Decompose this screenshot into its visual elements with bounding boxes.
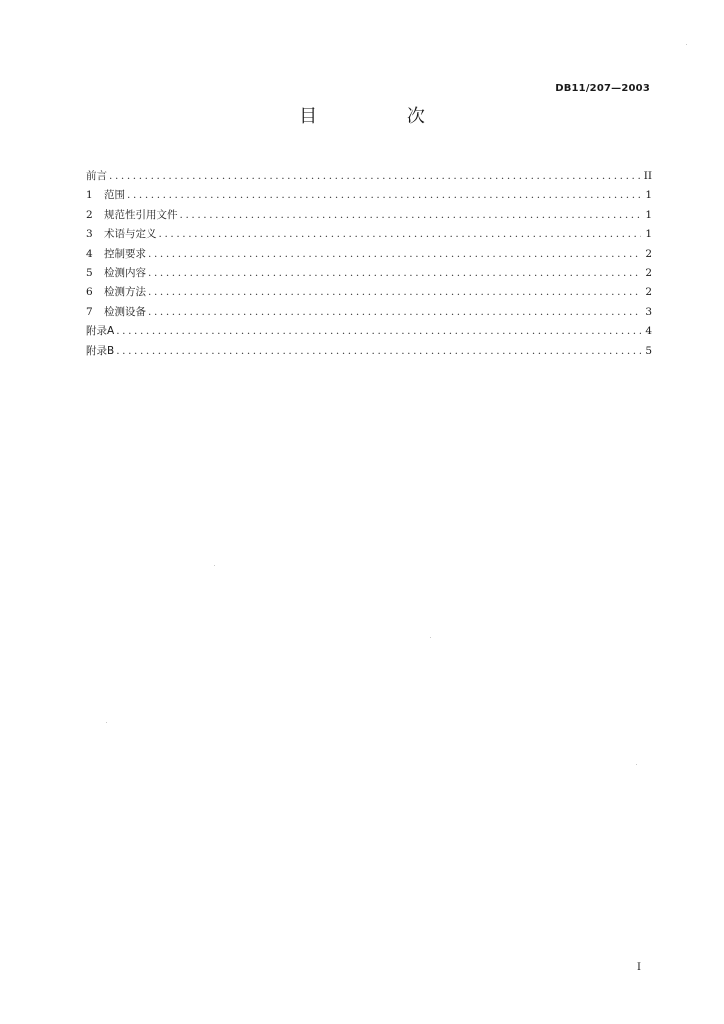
page-title: 目 次 bbox=[299, 106, 467, 127]
toc-entry-5[interactable] bbox=[86, 264, 652, 283]
toc-entry-label: 术语与定义 bbox=[104, 228, 157, 241]
toc-entry-page: 1 bbox=[645, 208, 652, 221]
scan-speck bbox=[106, 722, 107, 723]
dot-leader bbox=[148, 245, 641, 264]
toc-entry-label: 附录B bbox=[86, 344, 115, 357]
toc-entry-label: 检测方法 bbox=[104, 286, 146, 299]
toc-entry-page: 2 bbox=[645, 247, 652, 260]
toc-entry-label: 规范性引用文件 bbox=[104, 208, 178, 221]
toc-entry-2[interactable] bbox=[86, 206, 652, 225]
dot-leader bbox=[148, 303, 641, 322]
dot-leader bbox=[127, 186, 641, 205]
toc-entry-7[interactable] bbox=[86, 303, 652, 322]
scan-speck bbox=[636, 764, 637, 765]
toc-entry-number: 1 bbox=[86, 189, 93, 202]
dot-leader bbox=[109, 167, 641, 186]
dot-leader bbox=[148, 264, 641, 283]
toc-entry-foreword[interactable] bbox=[86, 167, 652, 186]
dot-leader bbox=[116, 322, 641, 341]
toc-entry-number: 5 bbox=[86, 266, 93, 279]
toc-entry-1[interactable] bbox=[86, 186, 652, 205]
toc-entry-6[interactable] bbox=[86, 283, 652, 302]
dot-leader bbox=[180, 206, 642, 225]
toc-entry-3[interactable] bbox=[86, 225, 652, 244]
toc-entry-page: 5 bbox=[645, 344, 652, 357]
standard-code: DB11/207—2003 bbox=[555, 83, 650, 94]
dot-leader bbox=[159, 225, 642, 244]
page-number: I bbox=[637, 962, 641, 973]
toc-entry-label: 检测设备 bbox=[104, 305, 146, 318]
toc-entry-number: 2 bbox=[86, 208, 93, 221]
dot-leader bbox=[116, 342, 641, 361]
dot-leader bbox=[148, 283, 641, 302]
toc-entry-page: 1 bbox=[645, 228, 652, 241]
toc-entry-label: 检测内容 bbox=[104, 266, 146, 279]
toc-entry-label: 前言 bbox=[86, 170, 107, 182]
toc-entry-number: 6 bbox=[86, 286, 93, 299]
toc-entry-page: 2 bbox=[645, 266, 652, 279]
toc-entry-label: 范围 bbox=[104, 189, 125, 202]
scan-speck bbox=[686, 44, 687, 45]
table-of-contents bbox=[86, 167, 652, 361]
toc-entry-4[interactable] bbox=[86, 245, 652, 264]
toc-entry-label: 控制要求 bbox=[104, 247, 146, 260]
toc-entry-page: 3 bbox=[645, 305, 652, 318]
toc-entry-page: II bbox=[643, 170, 652, 182]
scan-speck bbox=[430, 637, 431, 638]
toc-entry-page: 4 bbox=[645, 325, 652, 338]
toc-entry-appendix-b[interactable] bbox=[86, 342, 652, 361]
toc-entry-page: 1 bbox=[645, 189, 652, 202]
toc-entry-number: 7 bbox=[86, 305, 93, 318]
scan-speck bbox=[214, 565, 215, 566]
toc-entry-page: 2 bbox=[645, 286, 652, 299]
toc-entry-number: 3 bbox=[86, 228, 93, 241]
toc-entry-label: 附录A bbox=[86, 325, 115, 338]
toc-entry-number: 4 bbox=[86, 247, 93, 260]
toc-entry-appendix-a[interactable] bbox=[86, 322, 652, 341]
